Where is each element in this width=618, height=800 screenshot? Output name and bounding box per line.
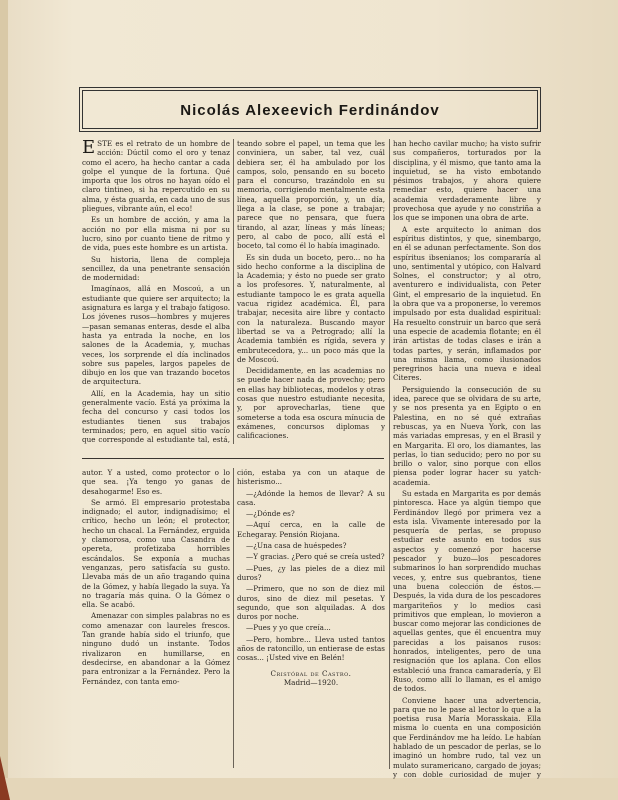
title-frame xyxy=(79,87,541,132)
dialogue-line: —Primero, que no son de diez mil duros, sino de diez mil pesetas. Y segundo, que son alquiladas. A dos duros por noche. xyxy=(237,584,385,622)
paragraph: ción, estaba ya con un ataque de histerismo... xyxy=(237,468,385,487)
paragraph: Persiguiendo la consecución de su idea, parece que se olvidara de su arte, y se nos presenta ya en Egipto o en Palestina, en no sé qué extrañas rebuscas, ya en Nueva York, con las más variadas empresas, y en el Brasil y en Margarita. El oro, los diamantes, las perlas, lo tian seducido; pero no por su brillo o valor, sino porque con ellos piensa poder lograr hacer su yatch-academia. xyxy=(393,384,541,487)
article-title: Nicolás Alexeevich Ferdinándov xyxy=(180,102,440,119)
column-2 xyxy=(237,139,385,444)
paragraph: Es un hombre de acción, y ama la acción no por ella misma ni por su lucro, sino por cuanto tiene de ritmo y de vida, pues este hombre es un artista. xyxy=(82,215,230,253)
paragraph: Se armó. El empresario protestaba indignado; el autor, indignadísimo; el crítico, hecho un león; el protector, hecho un chacal. La Fernández, erguida y clamorosa, como una Casandra de opereta, profetizaba horribles escándalos. Se exponía a muchas venganzas, pero satisfacía su gusto. Llevaba más de un año tragando quina de la Gómez, y había llegado la suya. Ya no tragaría más quina. O la Gómez o ella. Se acabó. xyxy=(82,497,230,610)
column-rule xyxy=(389,139,390,769)
paragraph: han hecho cavilar mucho; ha visto sufrir sus compañeros, torturados por la disciplina, y él mismo, que tanto ama la inquietud, se ha visto embotando pésimos trabajos, y ahora quiere remediar esto, quiere hacer una academia verdaderamente libre y provechosa que ayude y no constriña a los que se imponen una obra de arte. xyxy=(393,139,541,223)
dialogue-line: —Pues, ¿y las pieles de a diez mil duros? xyxy=(237,563,385,582)
column-rule xyxy=(233,468,234,768)
dialogue-line: —¿Dónde es? xyxy=(246,509,295,519)
paragraph: Conviene hacer una advertencia, para que no le pase al lector lo que a la poetisa rusa María Morasskaia. Ella misma lo cuenta en una composición que Ferdinándov me ha leído. Le habían hablado de un pescador de perlas, se lo imaginó un hombre rudo, tal vez un mulato suramericano, cargado de joyas; y con doble curiosidad de mujer y xyxy=(393,695,541,779)
dialogue-line: —Y gracias. ¿Pero qué se creía usted? xyxy=(246,552,385,562)
torn-corner xyxy=(0,756,10,800)
signature xyxy=(237,669,385,688)
paragraph: teando sobre el papel, un tema que les conviniera, un saber, tal vez, cuál debiera ser, él ha ambulado por los campos, solo, pensando en su boceto para el concurso, trazándolo en su memoria, corrigiendo mentalmente esta línea, aquella proporción, y, un día, llega a la clase, se pone a trabajar; parece que no pensara, que fuera tirando, al azar, líneas y más líneas; pero, al cabo de poco, allí está el boceto, tal como él lo había imaginado. xyxy=(237,139,385,251)
paragraph: Es sin duda un boceto, pero... no ha sido hecho conforme a la disciplina de la Academia; y ésto no puede ser grato a los profesores. Y, naturalmente, al estudiante tampoco le es grata aquella vacua rigidez académica. Él, para trabajar, necesita aire libre y contacto con la naturaleza. Buscando mayor libertad se va a Petrogrado; allí la Academia también es rígida, severa y embrutecedora, y... un poco más que la de Moscoú. xyxy=(237,252,385,364)
place-date: Madrid—1920. xyxy=(283,677,339,687)
column-1 xyxy=(82,139,230,444)
dialogue-line: —¿Una casa de huéspedes? xyxy=(246,541,347,551)
paragraph: Su estada en Margarita es por demás pintoresca. Hace ya algún tiempo que Ferdinándov llegó por primera vez a esta isla. Vivamente interesado por la pesquería de perlas, se propuso estudiar este asunto en todos sus aspectos y comenzó por hacerse pescador y buzo—los pescadores submarinos lo han sorprendido muchas veces, y, entre sus quebrantos, tiene una buena colección de éstos.—Después, la vida dura de los pescadores margariteños y lo medios casi primitivos que emplean, lo movieron a buscar como mejorar las condiciones de aquellas gentes, que él encuentra muy parecidas a los paisanos rusos: honrados, inteligentes, pero de una resignación que los aplana. Con ellos estableció una franca camaradería, y El Ruso, como allí lo llaman, es el amigo de todos. xyxy=(393,488,541,694)
column-4 xyxy=(82,468,230,768)
paragraph xyxy=(237,443,385,445)
paragraph: A este arquitecto lo animan dos espíritus distintos, y que, sinembargo, en él se adunan perfectamente. Son dos espíritus ibsenianos; los compararía al uno, sentimental y utópico, con Halvard Solnes, el constructor; y al otro, aventurero e individualista, con Peter Gint, el empresario de la inquietud. En la obra que va a proponerse, lo veremos impulsado por esta dualidad espiritual: Ha resuelto construir un barco que será una especie de academia flotante; en él irán artistas de todas clases e irán a todas partes, y serán, inflamados por una misma llama, como ilusionados peregrinos hacia una nueva e ideal Citeres. xyxy=(393,224,541,383)
author-name: Cristóbal de Castro. xyxy=(270,668,352,678)
column-3 xyxy=(393,139,541,779)
page-bottom-margin xyxy=(0,778,618,800)
paragraph: Su historia, llena de compleja sencillez, da una penetrante sensación de modernidad: xyxy=(82,254,230,283)
column-rule xyxy=(233,139,234,444)
drop-cap: E xyxy=(82,139,96,158)
page-edge xyxy=(0,0,8,800)
dialogue-line: —¿Adónde la hemos de llevar? A su casa. xyxy=(237,488,385,507)
dialogue-line: —Aquí cerca, en la calle de Echegaray. Pensión Riojana. xyxy=(237,520,385,539)
dialogue-line: —Pero, hombre... Lleva usted tantos años de ratoncillo, un entierase de estas cosas... ¡Usted vive en Belén! xyxy=(237,634,385,663)
paragraph xyxy=(82,139,230,213)
paragraph: Allí, en la Academia, hay un sitio generalmente vacío. Está ya próxima la fecha del concurso y casi todos los estudiantes tienen sus trabajos terminados; pero, en aquel sitio vacío que corresponde al estudiante tal, está, xyxy=(82,388,230,444)
paragraph: Imagínaos, allá en Moscoú, a un estudiante que quiere ser arquitecto; la asignatura es larga y el trabajo fatigoso. Los jóvenes rusos—hombres y mujeres—pasan semanas enteras, desde el alba hasta ya entrada la noche, en los salones de la Academia, y, muchas veces, los sorprende el día inclinados sobre sus papeles, largos papeles de dibujo en los que van trazando bocetos de arquitectura. xyxy=(82,284,230,387)
paragraph: Decididamente, en las academias no se puede hacer nada de provecho; pero en ellas hay bibliotecas, modelos y otras cosas que nuestro estudiante necesita, y, por aprovecharlas, tiene que someterse a toda esa oscura mínucia de exámenes, concursos diplomas y calificaciones. xyxy=(237,366,385,441)
paragraph-text: STE es el retrato de un hombre de acción: Dúctil como el oro y tenaz como el acero, ha hecho cantar a cada golpe el yunque de la fortuna. Qué importa que los otros no hayan oído el claro tintineo, si ha repercutido en su alma, y ésta guarda, en cada uno de sus pliegues, vibrante aún, el eco! xyxy=(82,139,230,214)
section-divider xyxy=(82,458,384,459)
column-5 xyxy=(237,468,385,768)
dialogue-line: —Pues y yo que creía... xyxy=(246,623,331,633)
paragraph: Amenazar con simples palabras no es como amenazar con laureles frescos. Tan grande había sido el triunfo, que ninguno dudó un instante. Todos rivalizaron en humillarse, en desdecirse, en abandonar a la Gómez para entronizar a la Fernández. Pero la Fernández, con tanta emo- xyxy=(82,611,230,686)
paragraph: autor. Y a usted, como protector o lo que sea. ¡Ya tengo yo ganas de desahogarme! Eso es. xyxy=(82,468,230,496)
